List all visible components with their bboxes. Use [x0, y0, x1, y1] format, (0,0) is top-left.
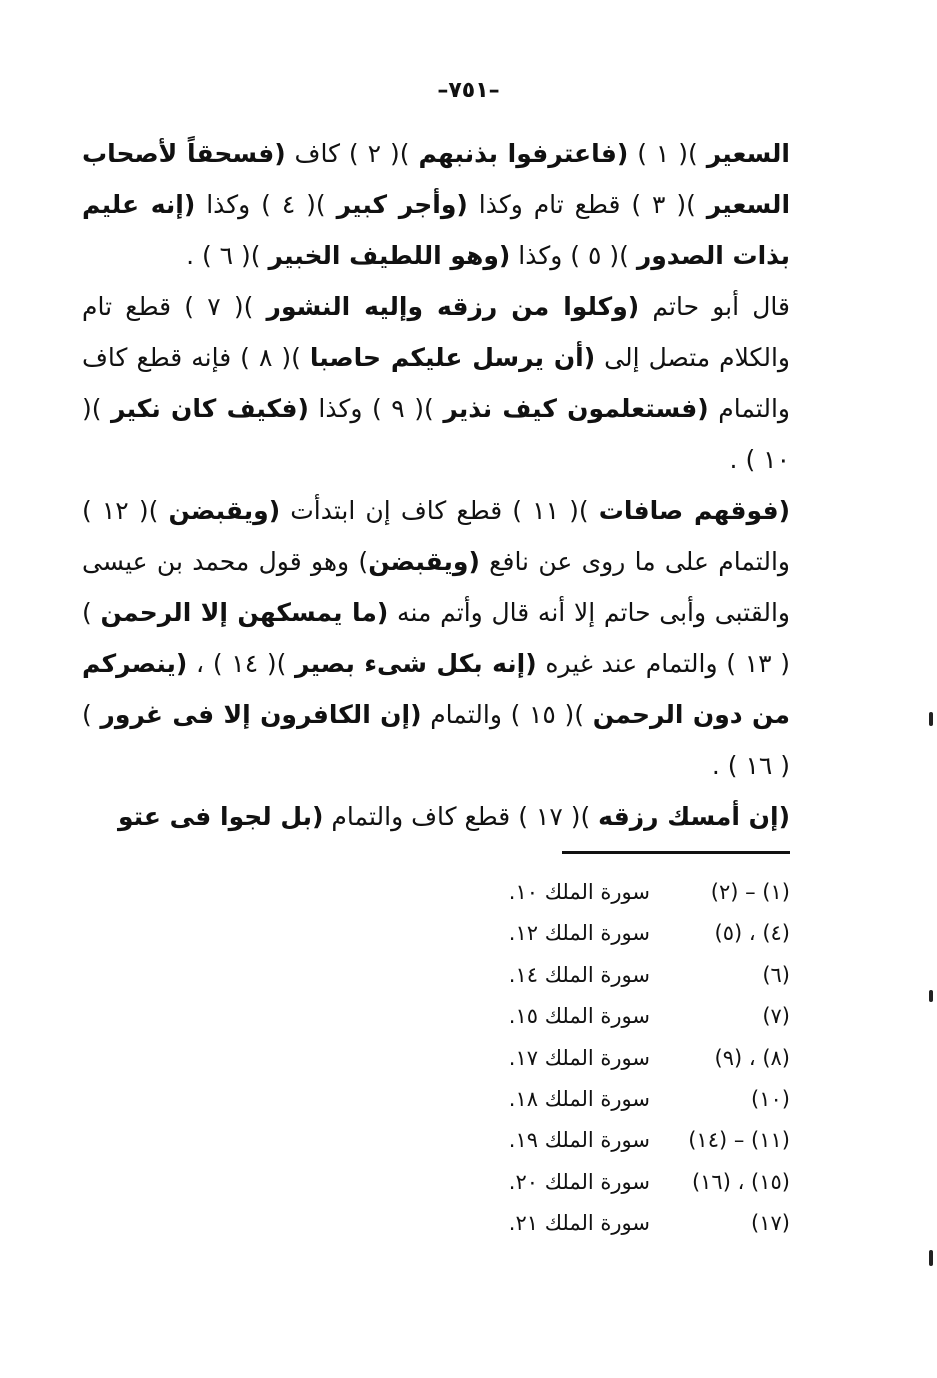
commentary-text: )( ٧ ) قطع تام والكلام متصل إلى — [82, 292, 790, 372]
quran-quote: (فوقهم صافات — [598, 496, 790, 525]
footnote-separator — [562, 851, 790, 854]
footnote-source: سورة الملك ٢١. — [508, 1211, 650, 1236]
footnote-source: سورة الملك ١٤. — [508, 962, 650, 987]
footnote-refs: (٦) — [762, 962, 790, 987]
commentary-text: )( ١ ) — [628, 139, 707, 168]
commentary-text: )( ٢ ) كاف — [285, 139, 419, 168]
commentary-text: )( ١٥ ) والتمام — [421, 700, 593, 729]
quran-quote: (فستعلمون كيف نذير — [443, 394, 709, 423]
paragraph — [82, 281, 790, 485]
footnote-row — [440, 955, 790, 996]
quran-quote: (فسحقاً لأصحاب السعير — [82, 139, 791, 219]
quran-quote: (وكلوا من رزقه وإليه النشور — [266, 292, 640, 321]
quran-quote: (ما يمسكهن إلا الرحمن — [100, 598, 389, 627]
quran-quote: (فكيف كان نكير — [111, 394, 309, 423]
paragraph — [82, 485, 790, 791]
quran-quote: (ويقبضن — [168, 496, 281, 525]
scan-edge-mark — [929, 990, 933, 1002]
quran-quote: (إن أمسك رزقه — [598, 802, 790, 831]
commentary-text: ) وهو قول محمد بن عيسى والقتبى وأبى حاتم إلا أنه قال وأتم منه — [82, 547, 791, 627]
commentary-text: قال أبو حاتم — [639, 292, 790, 321]
scan-edge-mark — [929, 1250, 933, 1266]
commentary-text: )( ٥ ) وكذا — [510, 241, 637, 270]
page-number: –٧٥١– — [437, 78, 500, 103]
main-text — [82, 128, 790, 842]
footnote-source: سورة الملك ١٧. — [508, 1045, 650, 1070]
quran-quote: (أن يرسل عليكم حاصبا — [309, 343, 596, 372]
quran-quote: (ينصركم من دون الرحمن — [82, 649, 791, 729]
footnote-row — [440, 1079, 790, 1120]
footnote-refs: (٨) ، (٩) — [714, 1045, 790, 1070]
commentary-text: )( ٤ ) وكذا — [195, 190, 337, 219]
footnote-refs: (١) – (٢) — [710, 880, 790, 904]
quran-quote: (بل لجوا فى عتو — [117, 802, 324, 831]
footnote-source: سورة الملك ١٥. — [508, 1004, 650, 1029]
quran-quote: السعير — [706, 139, 790, 168]
footnote-row — [440, 872, 790, 913]
commentary-text: )( ١٦ ) . — [82, 700, 790, 780]
quran-quote: (إنه عليم بذات الصدور — [82, 190, 790, 270]
quran-quote: (فاعترفوا بذنبهم — [418, 139, 629, 168]
footnote-source: سورة الملك ١٠. — [508, 880, 650, 904]
commentary-text: )( ٩ ) وكذا — [308, 394, 444, 423]
commentary-text: )( ١٢ ) والتمام على ما روى عن نافع — [82, 496, 790, 576]
commentary-text: )( ٨ ) فإنه قطع كاف والتمام — [82, 343, 790, 423]
footnote-refs: (١٠) — [751, 1086, 790, 1111]
footnote-refs: (٤) ، (٥) — [714, 921, 790, 946]
commentary-text: )( ١٤ ) ، — [187, 649, 296, 678]
commentary-text: )( ١١ ) قطع كاف إن ابتدأت — [280, 496, 599, 525]
footnote-refs: (١٥) ، (١٦) — [691, 1169, 790, 1194]
footnote-row — [440, 1203, 790, 1244]
commentary-text: )( ٣ ) قطع تام وكذا — [467, 190, 707, 219]
quran-quote: (وهو اللطيف الخبير — [268, 241, 511, 270]
paragraph — [82, 128, 790, 281]
footnote-source: سورة الملك ٢٠. — [508, 1169, 650, 1194]
quran-quote: (ويقبضن — [368, 547, 480, 576]
footnote-row — [440, 1120, 790, 1161]
footnote-refs: (١١) – (١٤) — [688, 1128, 790, 1153]
commentary-text: )( ١٧ ) قطع كاف والتمام — [323, 802, 599, 831]
footnote-refs: (١٧) — [751, 1211, 790, 1236]
footnote-source: سورة الملك ١٢. — [508, 921, 650, 946]
quran-quote: (إنه بكل شىء بصير — [295, 649, 537, 678]
quran-quote: (وأجر كبير — [336, 190, 468, 219]
footnote-source: سورة الملك ١٨. — [508, 1086, 650, 1111]
quran-quote: (إن الكافرون إلا فى غرور — [100, 700, 422, 729]
footnote-row — [440, 1162, 790, 1203]
paragraph — [82, 791, 790, 842]
scan-edge-mark — [929, 712, 933, 726]
footnote-refs: (٧) — [762, 1004, 790, 1029]
footnote-row — [440, 913, 790, 954]
footnote-source: سورة الملك ١٩. — [508, 1128, 650, 1153]
footnotes — [440, 872, 790, 1245]
commentary-text: )( ٦ ) . — [186, 241, 269, 270]
commentary-text: )( ١٠ ) . — [82, 394, 790, 474]
footnote-row — [440, 996, 790, 1037]
commentary-text: )( ١٣ ) والتمام عند غيره — [82, 598, 790, 678]
footnote-row — [440, 1038, 790, 1079]
